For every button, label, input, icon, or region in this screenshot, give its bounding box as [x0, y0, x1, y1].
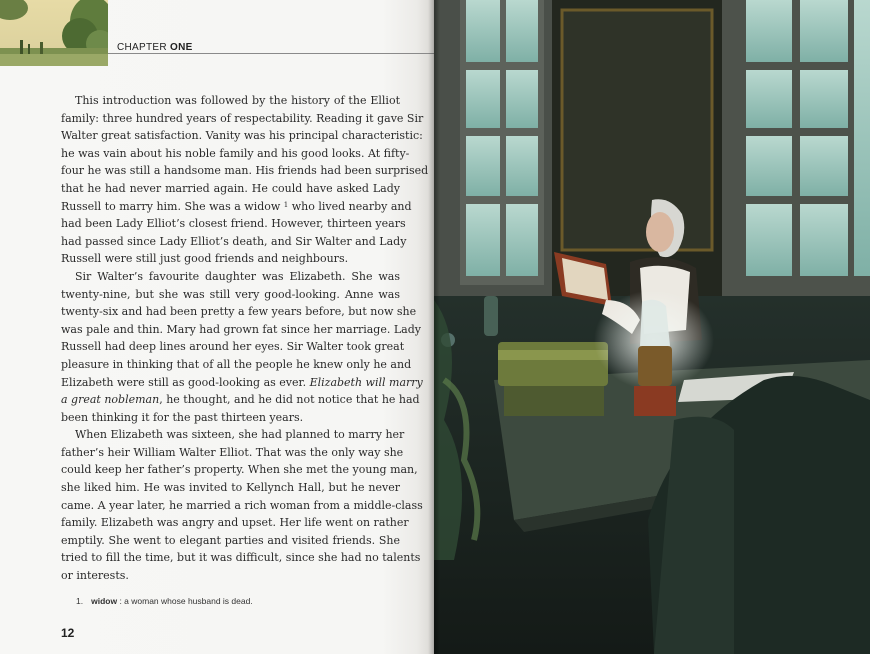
text-line: was pale and thin. Mary had grown fat since her marriage. Lady [61, 322, 421, 336]
text-line [61, 198, 412, 216]
text-line: twenty-six and had been pretty a few years before, but now she [61, 305, 417, 319]
body-text [61, 92, 429, 585]
right-page-illustration [434, 0, 870, 654]
footnote-marker: 1 [283, 200, 289, 209]
footnote-definition: : a woman whose husband is dead. [117, 596, 253, 606]
italic-thought: a great nobleman [61, 393, 160, 407]
page-number: 12 [61, 626, 75, 640]
footnote [76, 596, 253, 606]
corner-landscape-image [0, 0, 108, 66]
text-line: could keep her father’s property. When she met the young man, [61, 463, 418, 477]
paragraph-3 [61, 426, 423, 584]
text-segment: who lived nearby and [291, 199, 412, 213]
text-segment: Russell to marry him. She was a widow [61, 199, 281, 213]
text-line: she liked him. He was invited to Kellynch Hall, but he never [61, 481, 400, 495]
text-line: had been Lady Elliot’s closest friend. However, thirteen years [61, 217, 406, 231]
chapter-rule [108, 53, 434, 54]
chapter-heading [117, 42, 193, 53]
text-line: four he was still a handsome man. His friends had been surprised [61, 164, 429, 178]
paragraph-1 [61, 92, 429, 268]
text-line: This introduction was followed by the history of the Elliot [75, 94, 400, 107]
text-line: Russell were still just good friends and neighbours. [61, 252, 349, 266]
text-line: that he had never married again. He could have asked Lady [61, 181, 400, 195]
left-page [0, 0, 434, 654]
text-segment: Elizabeth were still as good-looking as ever. [61, 375, 307, 389]
text-line: or interests. [61, 569, 129, 583]
footnote-number: 1. [76, 596, 84, 606]
text-segment: , he thought, and he did not notice that he had [159, 393, 420, 407]
text-line: twenty-nine, but she was still very good-looking. Anne was [61, 287, 400, 301]
text-line [61, 374, 423, 392]
text-line: been thinking it for the past thirteen years. [61, 410, 304, 424]
text-line: Russell had deep lines around her eyes. Sir Walter took great [61, 340, 405, 354]
text-line: came. A year later, he married a rich woman from a middle-class [61, 498, 423, 512]
text-line: pleasure in thinking that of all the people he knew only he and [61, 357, 412, 371]
footnote-term: widow [91, 596, 118, 606]
reading-man-illustration [434, 0, 870, 654]
text-line: When Elizabeth was sixteen, she had planned to marry her [75, 428, 405, 442]
text-line: family. Elizabeth was angry and upset. Her life went on rather [61, 516, 409, 530]
paragraph-2 [61, 268, 423, 426]
text-line: had passed since Lady Elliot’s death, and Sir Walter and Lady [61, 234, 407, 248]
text-line: Sir Walter’s favourite daughter was Elizabeth. She was [75, 269, 400, 283]
chapter-prefix: CHAPTER [117, 42, 167, 53]
text-line: father’s heir William Walter Elliot. That was the only way she [61, 445, 404, 459]
text-line: family: three hundred years of respectability. Reading it gave Sir [61, 111, 424, 125]
italic-thought: Elizabeth will marry [309, 375, 423, 389]
text-line: he was vain about his noble family and his good looks. At fifty- [61, 146, 410, 160]
text-line: Walter great satisfaction. Vanity was his principal characteristic: [61, 129, 423, 143]
text-line: emptily. She went to elegant parties and visited friends. She [61, 533, 400, 547]
chapter-number: ONE [169, 42, 193, 53]
text-line: tried to fill the time, but it was difficult, since she had no talents [61, 551, 421, 565]
text-line [61, 391, 420, 409]
